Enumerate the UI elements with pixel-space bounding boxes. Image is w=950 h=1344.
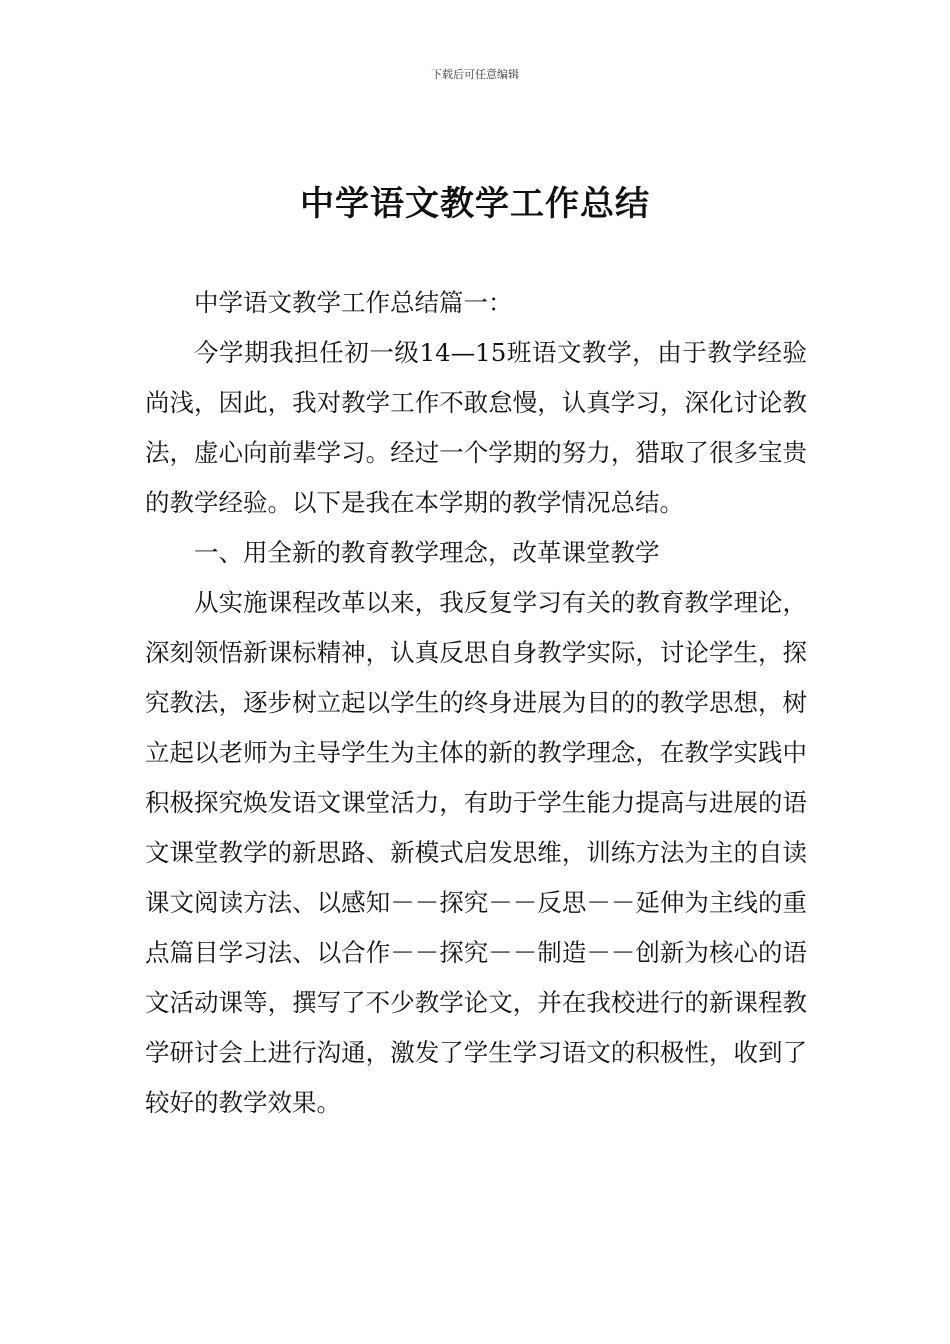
paragraph-body: 从实施课程改革以来，我反复学习有关的教育教学理论，深刻领悟新课标精神，认真反思自身教学实际，讨论学生，探究教法，逐步树立起以学生的终身进展为目的的教学思想，树立起以老师为主导学生为主体的新的教学理念，在教学实践中积极探究焕发语文课堂活力，有助于学生能力提高与进展的语文课堂教学的新思路、新模式启发思维，训练方法为主的自读课文阅读方法、以感知－－探究－－反思－－延伸为主线的重点篇目学习法、以合作－－探究－－制造－－创新为核心的语文活动课等，撰写了不少教学论文，并在我校进行的新课程教学研讨会上进行沟通，激发了学生学习语文的积极性，收到了较好的教学效果。 (145, 588, 807, 1117)
header-note: 下载后可任意编辑 (431, 68, 519, 81)
document-title: 中学语文教学工作总结 (300, 184, 650, 224)
subsection-heading: 一、用全新的教育教学理念，改革课堂教学 (194, 538, 660, 567)
section-heading: 中学语文教学工作总结篇一： (194, 288, 513, 317)
document-body (145, 278, 807, 1128)
paragraph-intro: 今学期我担任初一级14—15班语文教学，由于教学经验尚浅，因此，我对教学工作不敢怠慢，认真学习，深化讨论教法，虚心向前辈学习。经过一个学期的努力，猎取了很多宝贵的教学经验。以下是我在本学期的教学情况总结。 (145, 338, 807, 517)
